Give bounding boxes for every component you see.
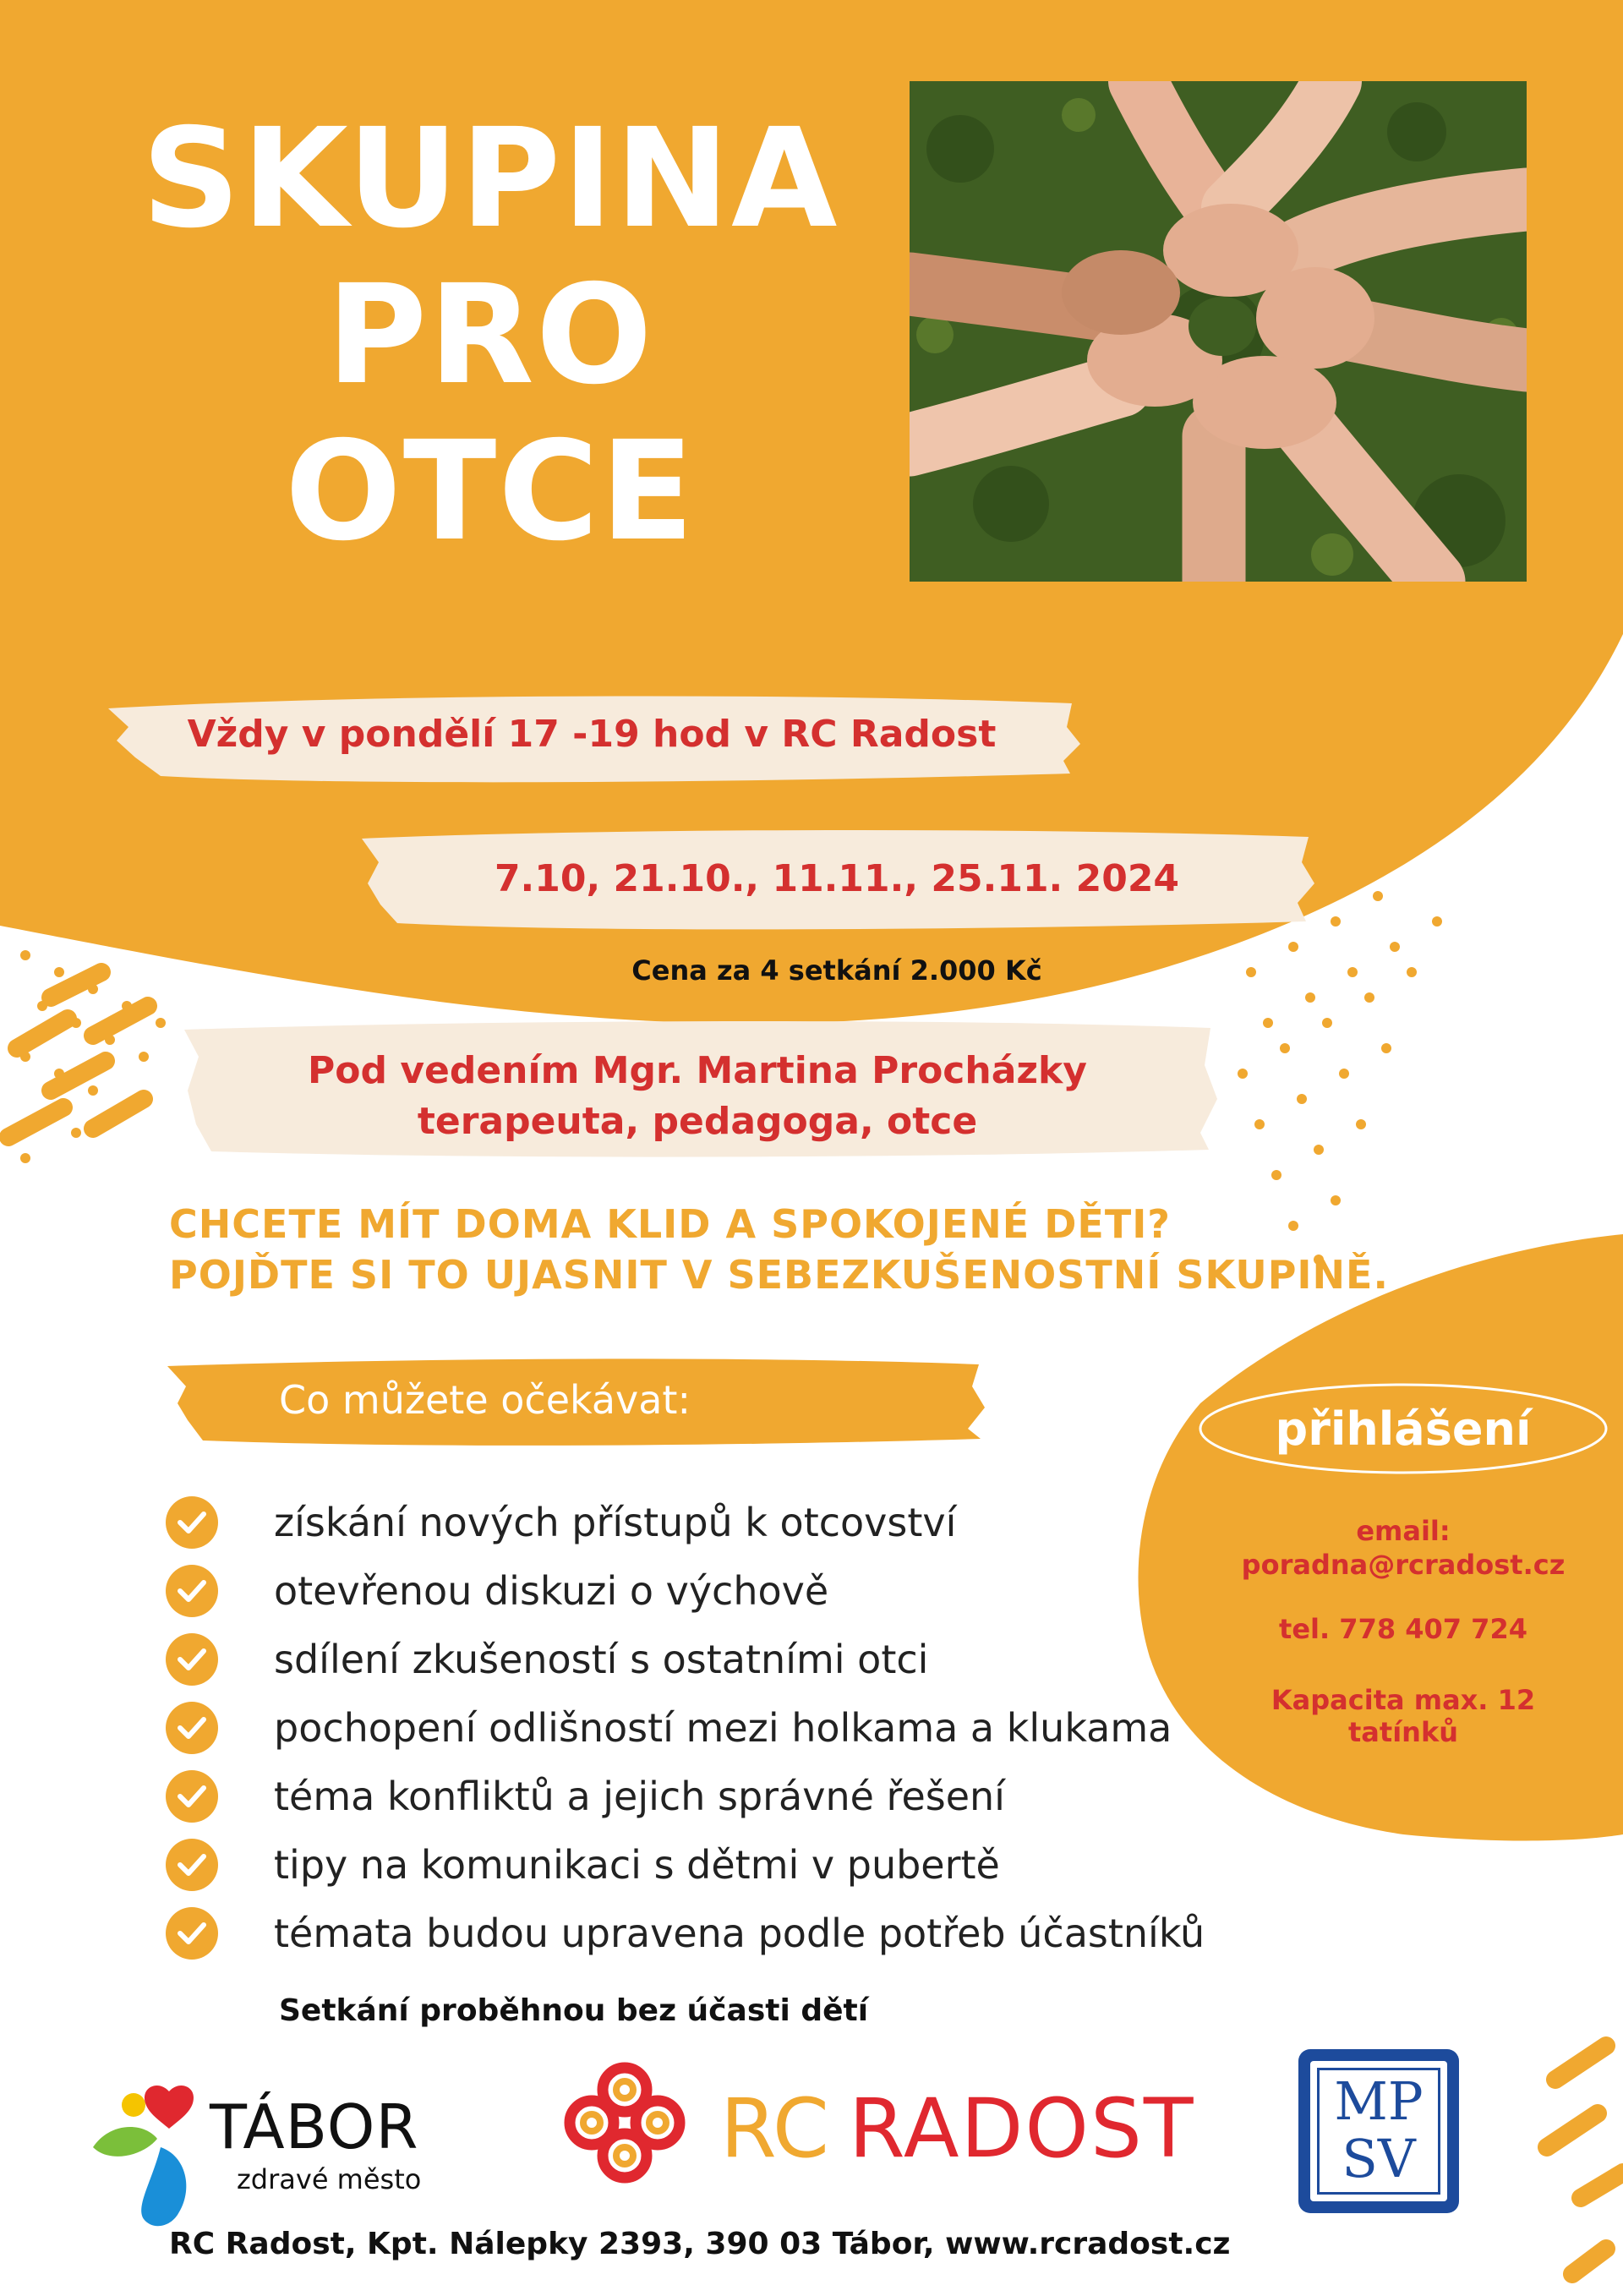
list-item-text: tipy na komunikaci s dětmi v pubertě: [274, 1841, 1000, 1888]
page-title: [68, 101, 913, 571]
expect-list: [166, 1488, 1332, 1967]
tabor-name: TÁBOR: [210, 2091, 419, 2162]
tabor-logo: [85, 2080, 440, 2232]
title-line-2: PRO: [326, 256, 654, 415]
check-icon: [166, 1839, 218, 1891]
list-item-text: sdílení zkušeností s ostatními otci: [274, 1636, 929, 1682]
list-item-text: témata budou upravena podle potřeb účastníků: [274, 1910, 1205, 1956]
list-item: [166, 1762, 1332, 1830]
list-item-text: téma konfliktů a jejich správné řešení: [274, 1773, 1005, 1819]
check-icon: [166, 1702, 218, 1754]
no-children-note: Setkání proběhnou bez účasti dětí: [279, 1993, 869, 2028]
expect-heading: Co můžete očekávat:: [279, 1377, 691, 1423]
tabor-subtitle: zdravé město: [237, 2163, 422, 2195]
capacity-line-1: Kapacita max. 12: [1271, 1684, 1536, 1716]
check-icon: [166, 1770, 218, 1823]
mpsv-logo-frame: [1317, 2068, 1440, 2195]
rc-prefix: RC: [720, 2081, 829, 2176]
dash-marks-bottom-right: [1547, 2046, 1623, 2274]
list-item: [166, 1830, 1332, 1899]
list-item-text: otevřenou diskuzi o výchově: [274, 1567, 829, 1614]
mpsv-logo-inner: [1310, 2061, 1447, 2201]
schedule-day-time: Vždy v pondělí 17 -19 hod v RC Radost: [187, 713, 997, 756]
phone-text[interactable]: tel. 778 407 724: [1279, 1613, 1527, 1645]
title-line-3: OTCE: [285, 413, 696, 571]
leader-line-1: Pod vedením Mgr. Martina Procházky: [308, 1049, 1087, 1092]
headline-line-2: POJĎTE SI TO UJASNIT V SEBEZKUŠENOSTNÍ SKUPINĚ.: [169, 1252, 1389, 1298]
title-line-1: SKUPINA: [141, 100, 839, 259]
list-item-text: pochopení odlišností mezi holkama a klukama: [274, 1704, 1172, 1751]
check-icon: [166, 1565, 218, 1617]
list-item: [166, 1693, 1332, 1762]
price-text: Cena za 4 setkání 2.000 Kč: [631, 954, 1042, 987]
tabor-logo-mark: [85, 2080, 220, 2232]
list-item-text: získání nových přístupů k otcovství: [274, 1499, 957, 1545]
list-item: [166, 1556, 1332, 1625]
mpsv-logo: [1298, 2049, 1459, 2213]
leader-line-2: terapeuta, pedagoga, otce: [417, 1100, 978, 1143]
check-icon: [166, 1907, 218, 1960]
email-label: email:: [1356, 1515, 1451, 1547]
mpsv-top: MP: [1334, 2070, 1424, 2132]
email-link[interactable]: poradna@rcradost.cz: [1241, 1549, 1566, 1581]
check-icon: [166, 1496, 218, 1549]
rc-radost-logo: [561, 2059, 1204, 2186]
footer-address: RC Radost, Kpt. Nálepky 2393, 390 03 Tábor, www.rcradost.cz: [169, 2227, 1231, 2261]
list-item: [166, 1625, 1332, 1693]
mpsv-bottom: SV: [1342, 2128, 1416, 2189]
rc-name: RADOST: [849, 2081, 1195, 2176]
capacity-line-2: tatínků: [1348, 1716, 1458, 1748]
check-icon: [166, 1633, 218, 1686]
rc-radost-flower-icon: [561, 2059, 688, 2186]
list-item: [166, 1488, 1332, 1556]
list-item: [166, 1899, 1332, 1967]
headline: [169, 1199, 1437, 1300]
schedule-dates: 7.10, 21.10., 11.11., 25.11. 2024: [494, 857, 1180, 900]
hands-circle-photo: [910, 81, 1527, 582]
registration-heading: přihlášení: [1275, 1402, 1532, 1456]
headline-line-1: CHCETE MÍT DOMA KLID A SPOKOJENÉ DĚTI?: [169, 1201, 1171, 1247]
